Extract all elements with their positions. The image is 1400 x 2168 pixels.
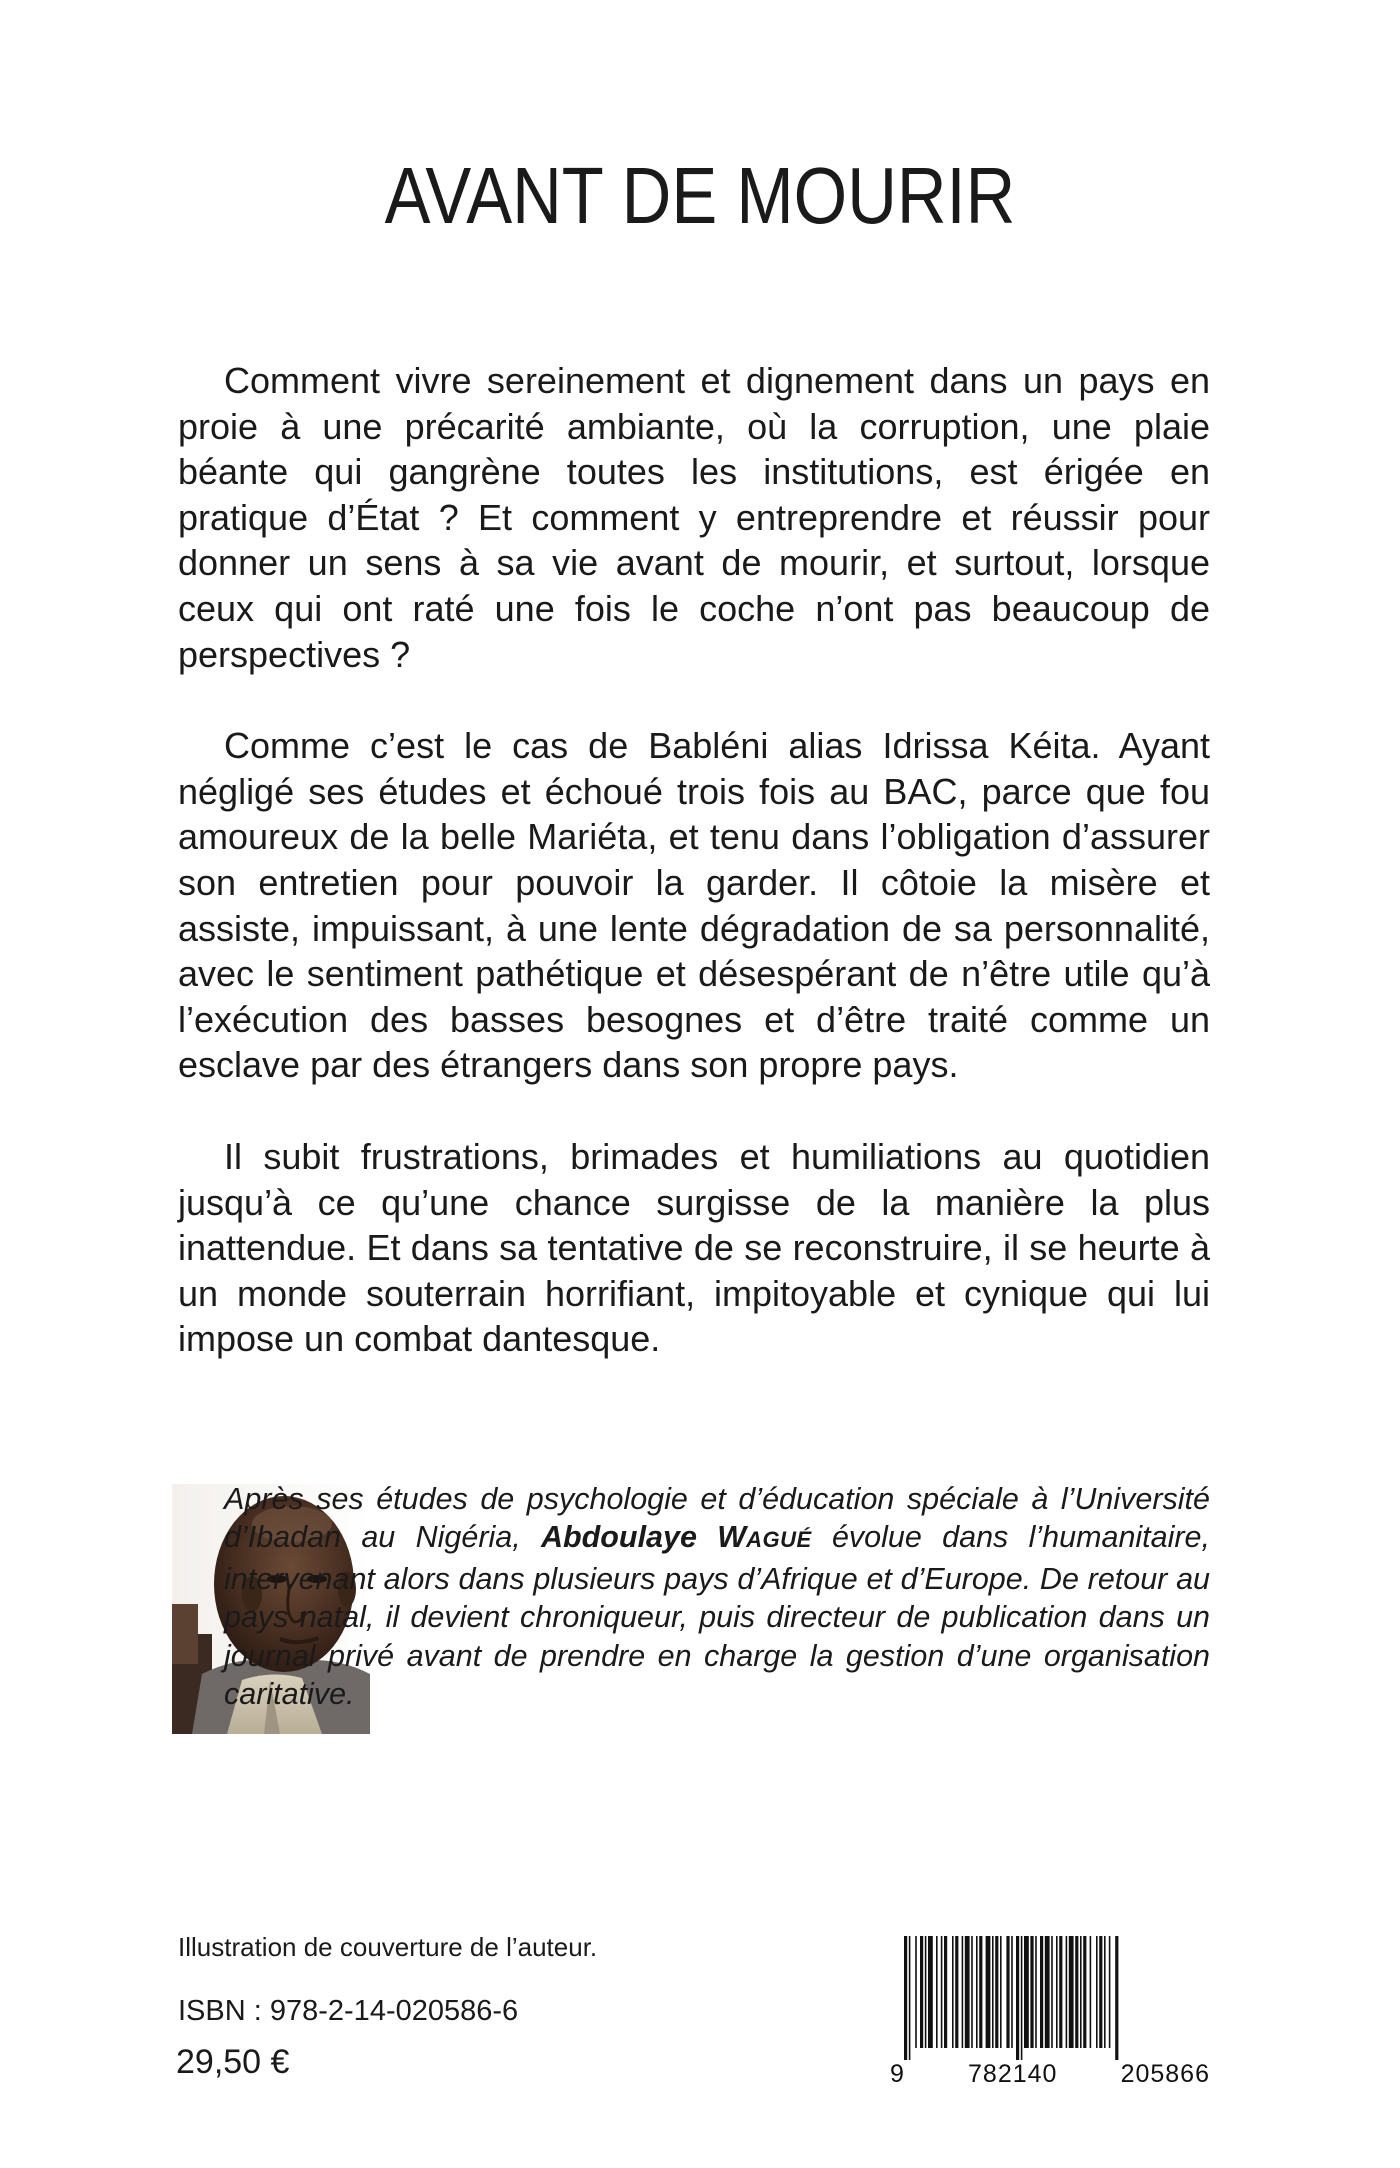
barcode-bar <box>936 1936 938 2048</box>
author-first-name: Abdoulaye <box>541 1520 697 1555</box>
barcode-bar <box>955 1936 958 2048</box>
author-bio <box>224 1480 1210 1713</box>
author-bio-rest: évolue dans l’humanitaire, intervenant alors dans plusieurs pays d’Afrique et d’Europe. De retour au pays natal, il devient chroniqueur, puis directeur de publication dans un journal privé avant de prendre en charge la gestion d’une organisation caritative. <box>224 1520 1210 1712</box>
barcode-bar <box>1090 1936 1092 2048</box>
barcode-bar <box>1000 1936 1002 2048</box>
barcode-digit-group: 782140 <box>968 2060 1058 2088</box>
barcode-bar <box>1115 1936 1118 2060</box>
barcode-bar <box>1021 1936 1023 2060</box>
barcode-bar <box>1069 1936 1074 2048</box>
barcode <box>890 1936 1210 2094</box>
book-title: AVANT DE MOURIR <box>384 151 1016 240</box>
barcode-bar <box>1011 1936 1013 2048</box>
barcode-bar <box>1080 1936 1082 2048</box>
barcode-bar <box>995 1936 998 2048</box>
author-bio-intro: Après ses études de psychologie et d’éducation spéciale à l’Université d’Ibadan au Nigéria, <box>224 1482 1210 1555</box>
barcode-bar <box>1040 1936 1043 2048</box>
barcode-bar <box>992 1936 994 2048</box>
barcode-bars <box>890 1936 1210 2060</box>
barcode-bar <box>986 1936 991 2048</box>
barcode-bar <box>962 1936 964 2048</box>
barcode-bar <box>979 1936 982 2048</box>
synopsis <box>178 358 1210 1408</box>
barcode-bar <box>971 1936 973 2048</box>
isbn: ISBN : 978-2-14-020586-6 <box>178 1995 519 2027</box>
barcode-bar <box>952 1936 954 2048</box>
barcode-bar <box>1045 1936 1050 2048</box>
barcode-bar <box>1066 1936 1068 2048</box>
barcode-bar <box>1104 1936 1106 2048</box>
barcode-bar <box>976 1936 978 2048</box>
barcode-bar <box>904 1936 907 2060</box>
synopsis-paragraph: Comment vivre sereinement et dignement dans un pays en proie à une précarité ambiante, où la corruption, une plaie béante qui gangrène toutes les institutions, est érigée en pratique d’État ? Et comment y entreprendre et réussir pour donner un sens à sa vie avant de mourir, et surtout, lorsque ceux qui ont raté une fois le coche n’ont pas beaucoup de perspectives ? <box>178 360 1210 675</box>
synopsis-paragraph: Comme c’est le cas de Babléni alias Idrissa Kéita. Ayant négligé ses études et échoué trois fois au BAC, parce que fou amoureux de la belle Mariéta, et tenu dans l’obligation d’assurer son entretien pour pouvoir la garder. Il côtoie la misère et assiste, impuissant, à une lente dégradation de sa personnalité, avec le sentiment pathétique et désespérant de n’être utile qu’à l’exécution des basses besognes et d’être traité comme un esclave par des étrangers dans son propre pays. <box>178 725 1210 1086</box>
barcode-digit-group: 9 <box>890 2060 905 2088</box>
barcode-bar <box>909 1936 911 2060</box>
barcode-bar <box>915 1936 917 2048</box>
barcode-bar <box>1051 1936 1053 2048</box>
barcode-bar <box>1056 1936 1058 2048</box>
barcode-bar <box>1109 1936 1111 2048</box>
barcode-bar <box>1030 1936 1033 2048</box>
barcode-bar <box>941 1936 943 2048</box>
author-surname-rest: AGUÉ <box>746 1527 812 1553</box>
illustration-credit: Illustration de couverture de l’auteur. <box>178 1932 598 1962</box>
barcode-number <box>890 2060 1210 2089</box>
author-surname-initial: W <box>717 1520 747 1555</box>
barcode-bar <box>928 1936 933 2048</box>
barcode-bar <box>1035 1936 1037 2048</box>
barcode-bar <box>1024 1936 1029 2048</box>
barcode-bar <box>1083 1936 1086 2048</box>
barcode-digit-group: 205866 <box>1120 2060 1210 2088</box>
barcode-bar <box>1006 1936 1009 2048</box>
barcode-bar <box>944 1936 947 2048</box>
synopsis-paragraph: Il subit frustrations, brimades et humiliations au quotidien jusqu’à ce qu’une chance surgisse de la manière la plus inattendue. Et dans sa tentative de se reconstruire, il se heurte à un monde souterrain horrifiant, impitoyable et cynique qui lui impose un combat dantesque. <box>178 1135 1210 1360</box>
barcode-bar <box>1096 1936 1098 2048</box>
barcode-bar <box>920 1936 923 2048</box>
barcode-bar <box>925 1936 927 2048</box>
barcode-bar <box>1016 1936 1019 2060</box>
barcode-bar <box>1099 1936 1102 2048</box>
price: 29,50 € <box>176 2043 290 2081</box>
barcode-bar <box>1075 1936 1078 2048</box>
author-name <box>541 1520 812 1554</box>
barcode-bar <box>965 1936 970 2048</box>
barcode-bar <box>1059 1936 1062 2048</box>
